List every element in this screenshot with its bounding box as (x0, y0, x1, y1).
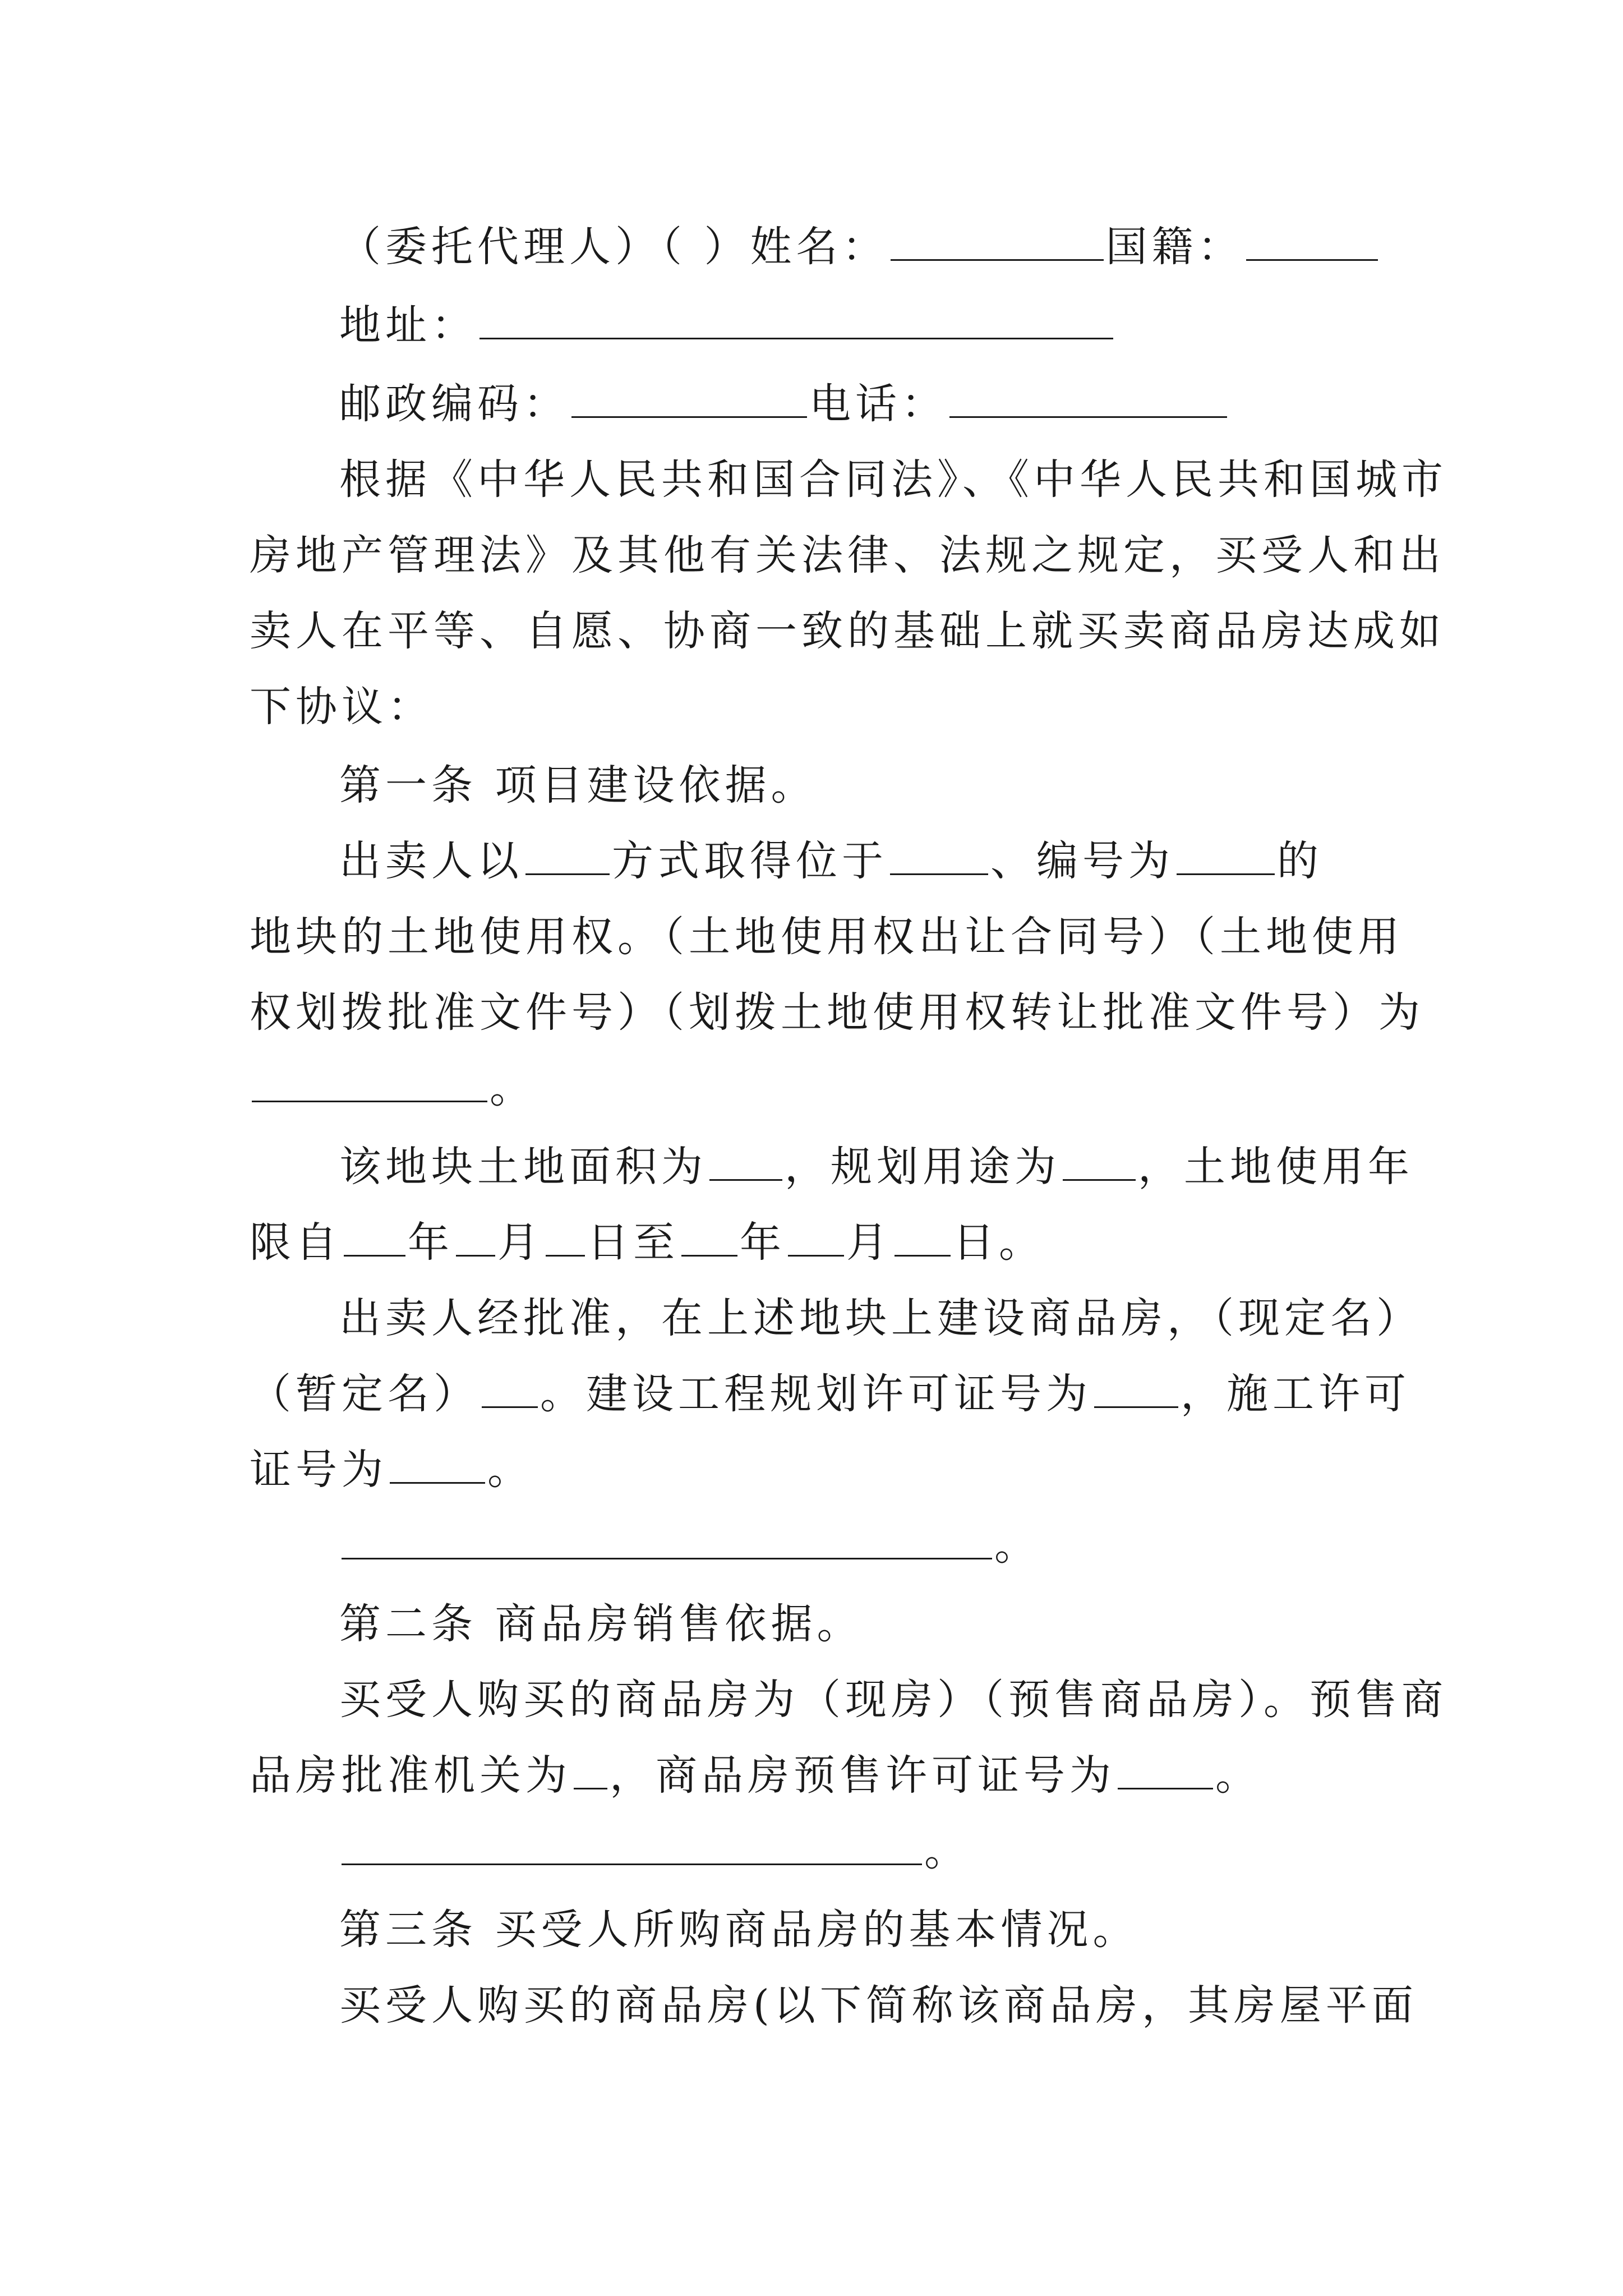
text-segment: ，商品房预售许可证号为 (610, 1751, 1115, 1800)
article-3-heading: 第三条 买受人所购商品房的基本情况。 (339, 1906, 1139, 1954)
text-segment: 日。 (953, 1218, 1045, 1267)
text-segment: 日至 (587, 1218, 679, 1267)
end-month-blank (788, 1218, 844, 1257)
approval-authority-blank (574, 1751, 607, 1789)
agent-name-blank (891, 222, 1104, 261)
agent-label: （委托代理人）（ ）姓名： (339, 223, 888, 271)
nationality-blank (1246, 222, 1378, 261)
land-acquisition-line (339, 830, 1394, 892)
location-blank (890, 836, 988, 875)
text-segment: 月 (497, 1218, 543, 1267)
text-segment: 证号为 (250, 1446, 388, 1494)
text-segment: ，规划用途为 (785, 1143, 1061, 1191)
text-segment: 。 (994, 1521, 1040, 1570)
land-term-line (250, 1212, 1394, 1273)
presale-permit-blank (1118, 1751, 1213, 1789)
text-segment: 、编号为 (990, 837, 1174, 885)
text-segment: 方式取得位于 (612, 837, 888, 885)
land-rights-line-2: 权划拨批准文件号）（划拨土地使用权转让批准文件号）为 (250, 988, 1424, 1037)
text-segment: 。 (487, 1446, 533, 1494)
preamble-line-4: 下协议： (250, 683, 434, 731)
text-segment: 出卖人以 (339, 837, 523, 885)
postcode-blank (571, 379, 807, 418)
text-segment: ，施工许可 (1181, 1370, 1410, 1418)
text-segment: 年 (408, 1218, 454, 1267)
text-segment: 的 (1277, 837, 1323, 885)
text-segment: 。 (924, 1827, 970, 1875)
article-1-heading: 第一条 项目建设依据。 (339, 761, 817, 809)
preamble-line-1: 根据《中华人民共和国合同法》、《中华人民共和国城市 (339, 455, 1447, 504)
land-area-line (339, 1136, 1414, 1198)
address-label: 地址： (339, 301, 477, 349)
sales-basis-line-2 (250, 1745, 1394, 1806)
start-day-blank (546, 1218, 585, 1257)
start-year-blank (344, 1218, 405, 1257)
article-2-heading: 第二条 商品房销售依据。 (339, 1600, 863, 1648)
land-rights-line-1: 地块的土地使用权。（土地使用权出让合同号）（土地使用 (250, 913, 1404, 961)
text-segment: 月 (846, 1218, 892, 1267)
permit-line (250, 1363, 1410, 1425)
postcode-phone-line (339, 373, 1394, 435)
agent-name-line (339, 216, 1394, 278)
usage-blank (1063, 1142, 1136, 1181)
nationality-label: 国籍： (1105, 223, 1244, 271)
sales-basis-line-1: 买受人购买的商品房为（现房）（预售商品房）。预售商 (339, 1676, 1447, 1724)
contract-number-blank (252, 1064, 487, 1102)
preamble-line-2: 房地产管理法》及其他有关法律、法规之规定，买受人和出 (250, 531, 1445, 579)
construction-approval-line: 出卖人经批准，在上述地块上建设商品房，（现定名） (339, 1294, 1422, 1342)
text-segment: （暂定名） (250, 1370, 479, 1418)
address-blank (479, 301, 1113, 339)
text-segment: 品房批准机关为 (250, 1751, 571, 1800)
preamble-line-3: 卖人在平等、自愿、协商一致的基础上就买卖商品房达成如 (250, 607, 1445, 655)
text-segment: ，土地使用年 (1138, 1143, 1414, 1191)
construction-permit-blank (390, 1445, 485, 1484)
address-line (339, 295, 1394, 356)
property-description-line: 买受人购买的商品房(以下简称该商品房，其房屋平面 (339, 1981, 1418, 2030)
article-1-extra-line (339, 1515, 1394, 1576)
text-segment: 。 (1215, 1751, 1261, 1800)
phone-label: 电话： (809, 380, 947, 428)
end-year-blank (681, 1218, 737, 1257)
phone-blank (949, 379, 1227, 418)
article-2-extra-line (339, 1820, 1394, 1882)
planning-permit-blank (1094, 1369, 1178, 1408)
text-segment: 该地块土地面积为 (339, 1143, 707, 1191)
text-segment: 。 (490, 1064, 536, 1112)
method-blank (525, 836, 610, 875)
text-segment: 限自 (250, 1218, 342, 1267)
text-segment: 年 (740, 1218, 786, 1267)
number-blank (1177, 836, 1275, 875)
postcode-label: 邮政编码： (339, 380, 569, 428)
name-blank (482, 1369, 538, 1408)
end-day-blank (895, 1218, 951, 1257)
construction-permit-line (250, 1439, 1394, 1501)
text-segment: 。建设工程规划许可证号为 (540, 1370, 1092, 1418)
article-1-extra-blank (342, 1521, 992, 1559)
article-2-extra-blank (342, 1826, 922, 1865)
contract-number-line (250, 1057, 1394, 1119)
area-blank (709, 1142, 782, 1181)
start-month-blank (456, 1218, 495, 1257)
